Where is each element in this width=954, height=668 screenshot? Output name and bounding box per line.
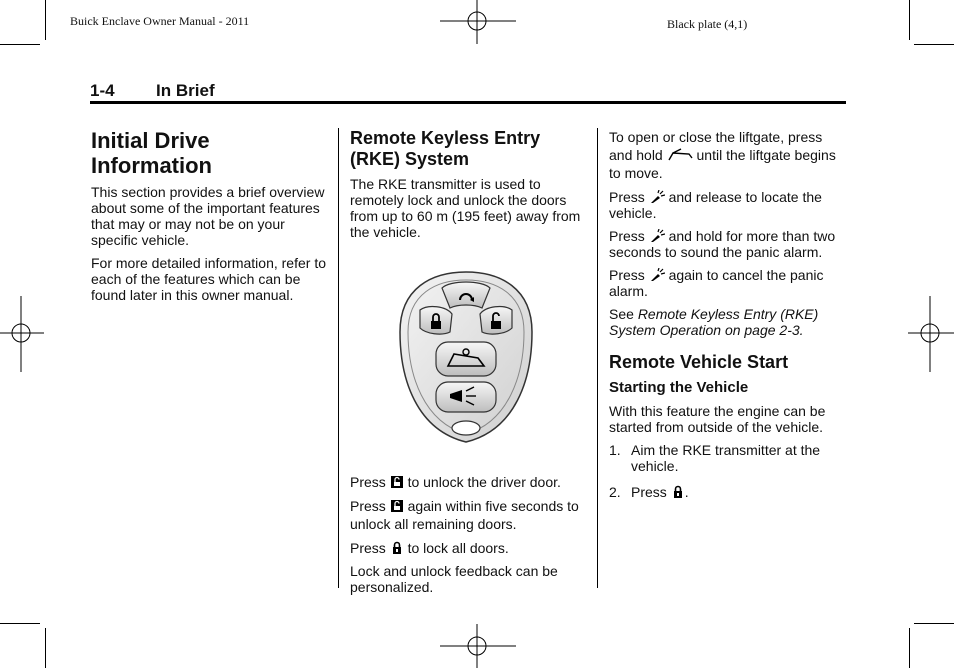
- steps-list: [609, 442, 845, 500]
- details-paragraph: For more detailed information, refer to each of the features which can be found later in this owner manual.: [91, 255, 326, 303]
- list-item: 2. Press .: [609, 484, 689, 500]
- unlock-icon: [390, 475, 404, 489]
- crop-mark: [45, 0, 46, 40]
- column-divider: [338, 128, 339, 588]
- heading-initial-drive: Initial Drive Information: [91, 128, 212, 178]
- crop-mark: [909, 628, 910, 668]
- unlock-icon: [390, 499, 404, 513]
- lock-icon: [671, 485, 685, 499]
- liftgate-text: To open or close the liftgate, press and hold until the liftgate begins to move.: [609, 129, 836, 181]
- column-2: [350, 126, 582, 602]
- intro-paragraph: This section provides a brief overview about some of the important features that may or may not be on your specific vehicle.: [91, 184, 325, 248]
- crop-mark: [909, 0, 910, 40]
- column-1: [91, 126, 329, 310]
- registration-mark-bottom: [440, 624, 516, 668]
- column-3: [609, 128, 845, 508]
- locate-text: Press and release to locate the vehicle.: [609, 189, 822, 221]
- column-divider: [597, 128, 598, 588]
- registration-mark-top: [440, 0, 516, 44]
- crop-mark: [914, 44, 954, 45]
- rke-description: The RKE transmitter is used to remotely lock and unlock the doors from up to 60 m (195 feet) away from the vehicle.: [350, 176, 581, 240]
- heading-remote-start: Remote Vehicle Start: [609, 352, 789, 372]
- registration-mark-left: [0, 296, 44, 372]
- page-number: 1-4: [90, 81, 115, 100]
- cancel-panic-text: Press again to cancel the panic alarm.: [609, 267, 824, 299]
- crop-mark: [45, 628, 46, 668]
- crop-mark: [0, 44, 40, 45]
- panic-horn-icon: [649, 190, 665, 204]
- cross-reference-link[interactable]: Remote Keyless Entry (RKE) System Operation on page 2-3.: [609, 306, 819, 338]
- crop-mark: [914, 623, 954, 624]
- header-rule: [90, 101, 846, 104]
- see-reference: See Remote Keyless Entry (RKE) System Operation on page 2-3.: [609, 306, 819, 338]
- key-fob-illustration: [350, 270, 582, 460]
- remote-start-description: With this feature the engine can be started from outside of the vehicle.: [609, 403, 826, 435]
- list-item: 1. Aim the RKE transmitter at the vehicle.: [609, 442, 821, 474]
- section-header: [90, 81, 215, 101]
- panic-horn-icon: [649, 268, 665, 282]
- crop-mark: [0, 623, 40, 624]
- registration-mark-right: [908, 296, 954, 372]
- section-title: In Brief: [156, 81, 215, 100]
- key-fob-icon: [350, 270, 582, 460]
- unlock-driver-text: Press to unlock the driver door.: [350, 474, 561, 490]
- lock-icon: [390, 541, 404, 555]
- feedback-text: Lock and unlock feedback can be personalized.: [350, 563, 558, 595]
- manual-title: Buick Enclave Owner Manual - 2011: [70, 14, 250, 28]
- heading-rke: Remote Keyless Entry (RKE) System: [350, 128, 541, 169]
- plate-label: Black plate (4,1): [667, 17, 748, 31]
- liftgate-icon: [667, 148, 693, 162]
- lock-all-text: Press to lock all doors.: [350, 540, 509, 556]
- unlock-all-text: Press again within five seconds to unlock all remaining doors.: [350, 498, 579, 532]
- panic-text: Press and hold for more than two seconds to sound the panic alarm.: [609, 228, 836, 260]
- panic-horn-icon: [649, 229, 665, 243]
- subheading-starting: Starting the Vehicle: [609, 379, 749, 396]
